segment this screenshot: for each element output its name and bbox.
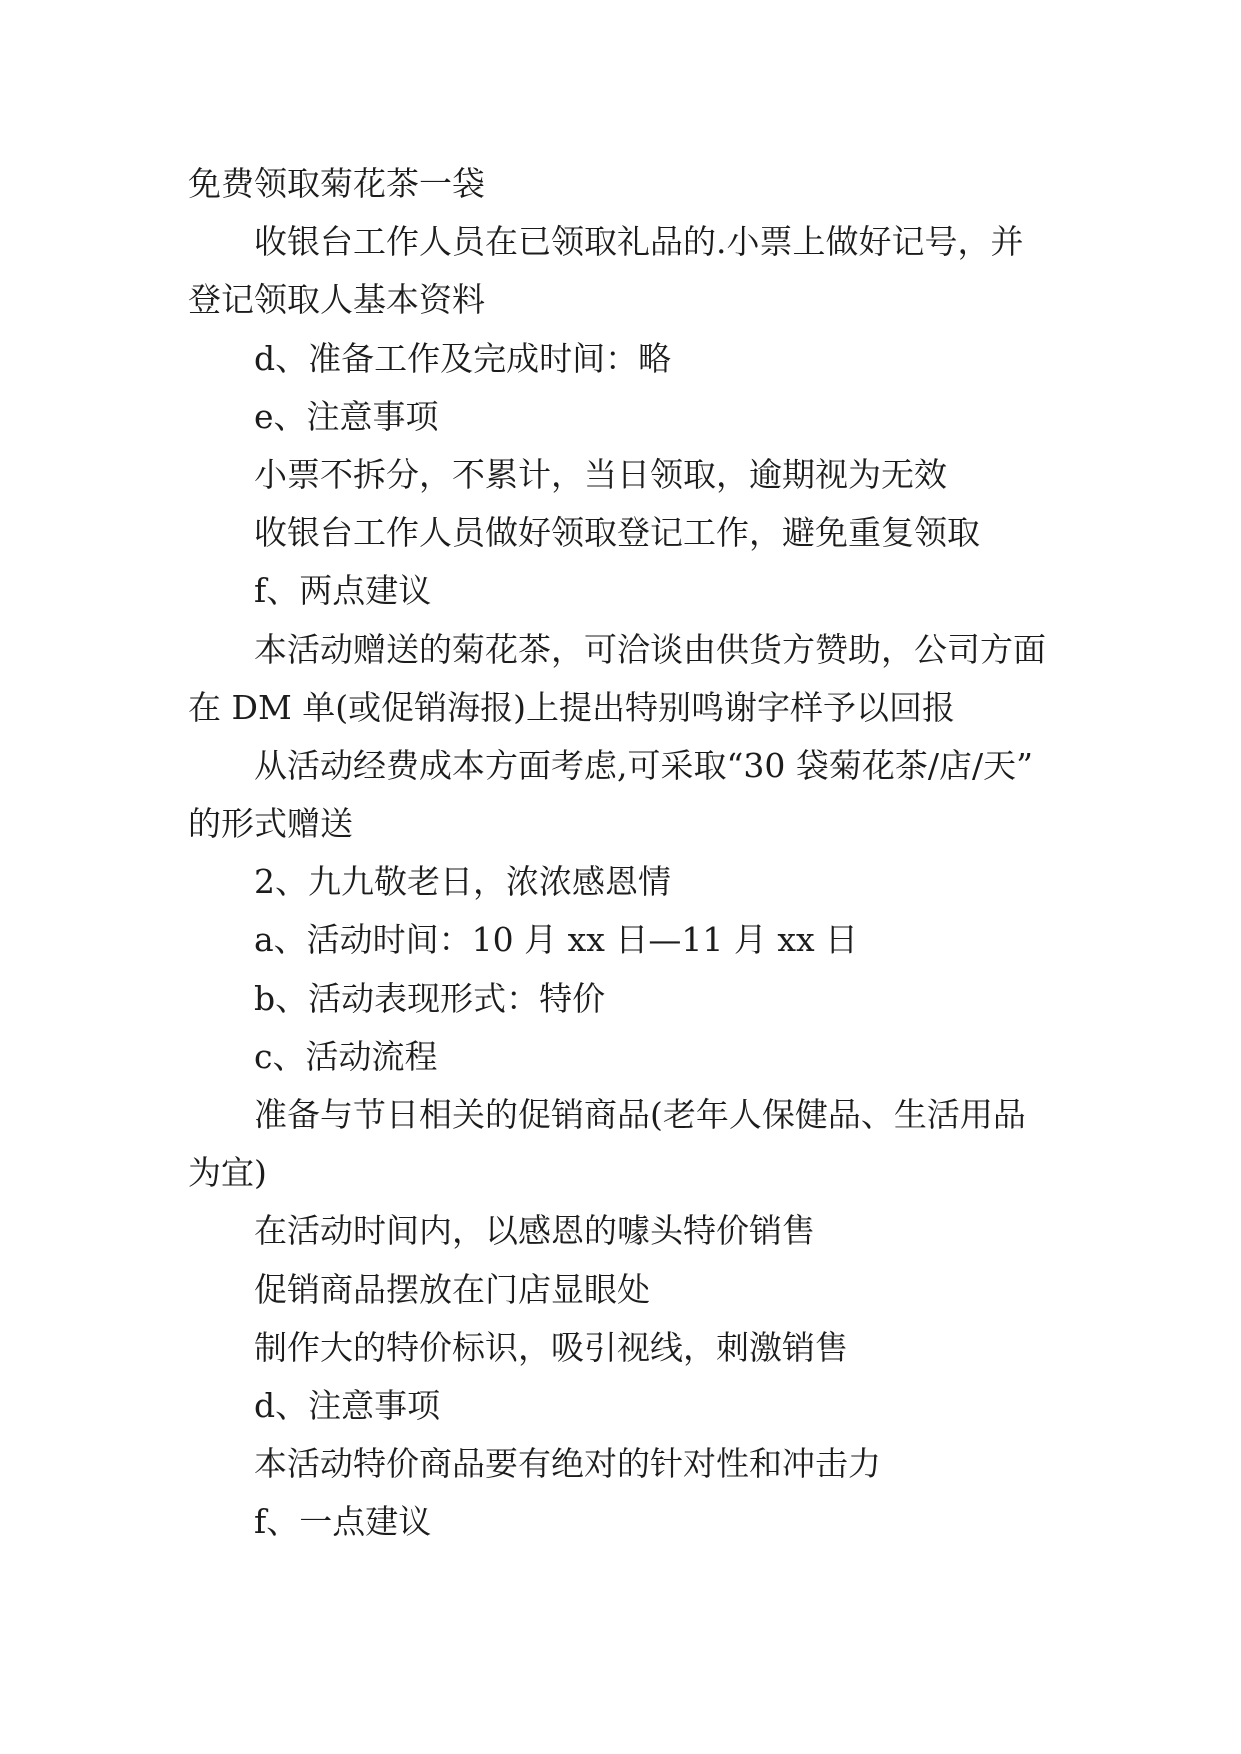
text-line: 收银台工作人员在已领取礼品的.小票上做好记号，并 bbox=[254, 222, 1024, 262]
paragraph bbox=[188, 911, 1054, 969]
paragraph bbox=[188, 1377, 1054, 1435]
text-line: 从活动经费成本方面考虑,可采取“30 袋菊花茶/店/天” bbox=[254, 745, 1033, 785]
text-line: 促销商品摆放在门店显眼处 bbox=[254, 1269, 650, 1309]
text-line: 收银台工作人员做好领取登记工作，避免重复领取 bbox=[254, 513, 980, 553]
paragraph bbox=[188, 330, 1054, 388]
text-line: 为宜) bbox=[188, 1153, 267, 1193]
paragraph bbox=[188, 562, 1054, 620]
text-line: a、活动时间：10 月 xx 日—11 月 xx 日 bbox=[254, 920, 859, 960]
document-body bbox=[188, 155, 1054, 1552]
paragraph bbox=[188, 1028, 1054, 1086]
paragraph bbox=[188, 1493, 1054, 1551]
text-line: f、一点建议 bbox=[254, 1502, 432, 1542]
text-line: b、活动表现形式：特价 bbox=[254, 978, 606, 1018]
text-line: 制作大的特价标识，吸引视线，刺激销售 bbox=[254, 1327, 848, 1367]
text-line: 小票不拆分，不累计，当日领取，逾期视为无效 bbox=[254, 454, 947, 494]
paragraph bbox=[188, 853, 1054, 911]
paragraph bbox=[188, 213, 1054, 329]
text-line: d、注意事项 bbox=[254, 1385, 441, 1425]
paragraph bbox=[188, 388, 1054, 446]
text-line: 2、九九敬老日，浓浓感恩情 bbox=[254, 862, 671, 902]
text-line: 准备与节日相关的促销商品(老年人保健品、生活用品 bbox=[254, 1095, 1026, 1134]
text-line: 本活动赠送的菊花茶，可洽谈由供货方赞助，公司方面 bbox=[254, 629, 1046, 669]
text-line: 免费领取菊花茶一袋 bbox=[188, 164, 485, 203]
text-line: 的形式赠送 bbox=[188, 804, 353, 844]
paragraph bbox=[188, 1435, 1054, 1493]
paragraph bbox=[188, 155, 1054, 213]
paragraph bbox=[188, 621, 1054, 737]
paragraph bbox=[188, 737, 1054, 853]
text-line: 在活动时间内，以感恩的噱头特价销售 bbox=[254, 1211, 815, 1251]
text-line: c、活动流程 bbox=[254, 1036, 438, 1076]
text-line: e、注意事项 bbox=[254, 396, 439, 436]
paragraph bbox=[188, 1319, 1054, 1377]
text-line: 本活动特价商品要有绝对的针对性和冲击力 bbox=[254, 1444, 881, 1484]
paragraph bbox=[188, 970, 1054, 1028]
paragraph bbox=[188, 1202, 1054, 1260]
text-line: d、准备工作及完成时间：略 bbox=[254, 338, 672, 378]
text-line: f、两点建议 bbox=[254, 571, 432, 611]
paragraph bbox=[188, 446, 1054, 504]
paragraph bbox=[188, 504, 1054, 562]
paragraph bbox=[188, 1261, 1054, 1319]
text-line: 在 DM 单(或促销海报)上提出特别鸣谢字样予以回报 bbox=[188, 687, 955, 727]
text-line: 登记领取人基本资料 bbox=[188, 280, 485, 320]
paragraph bbox=[188, 1086, 1054, 1202]
